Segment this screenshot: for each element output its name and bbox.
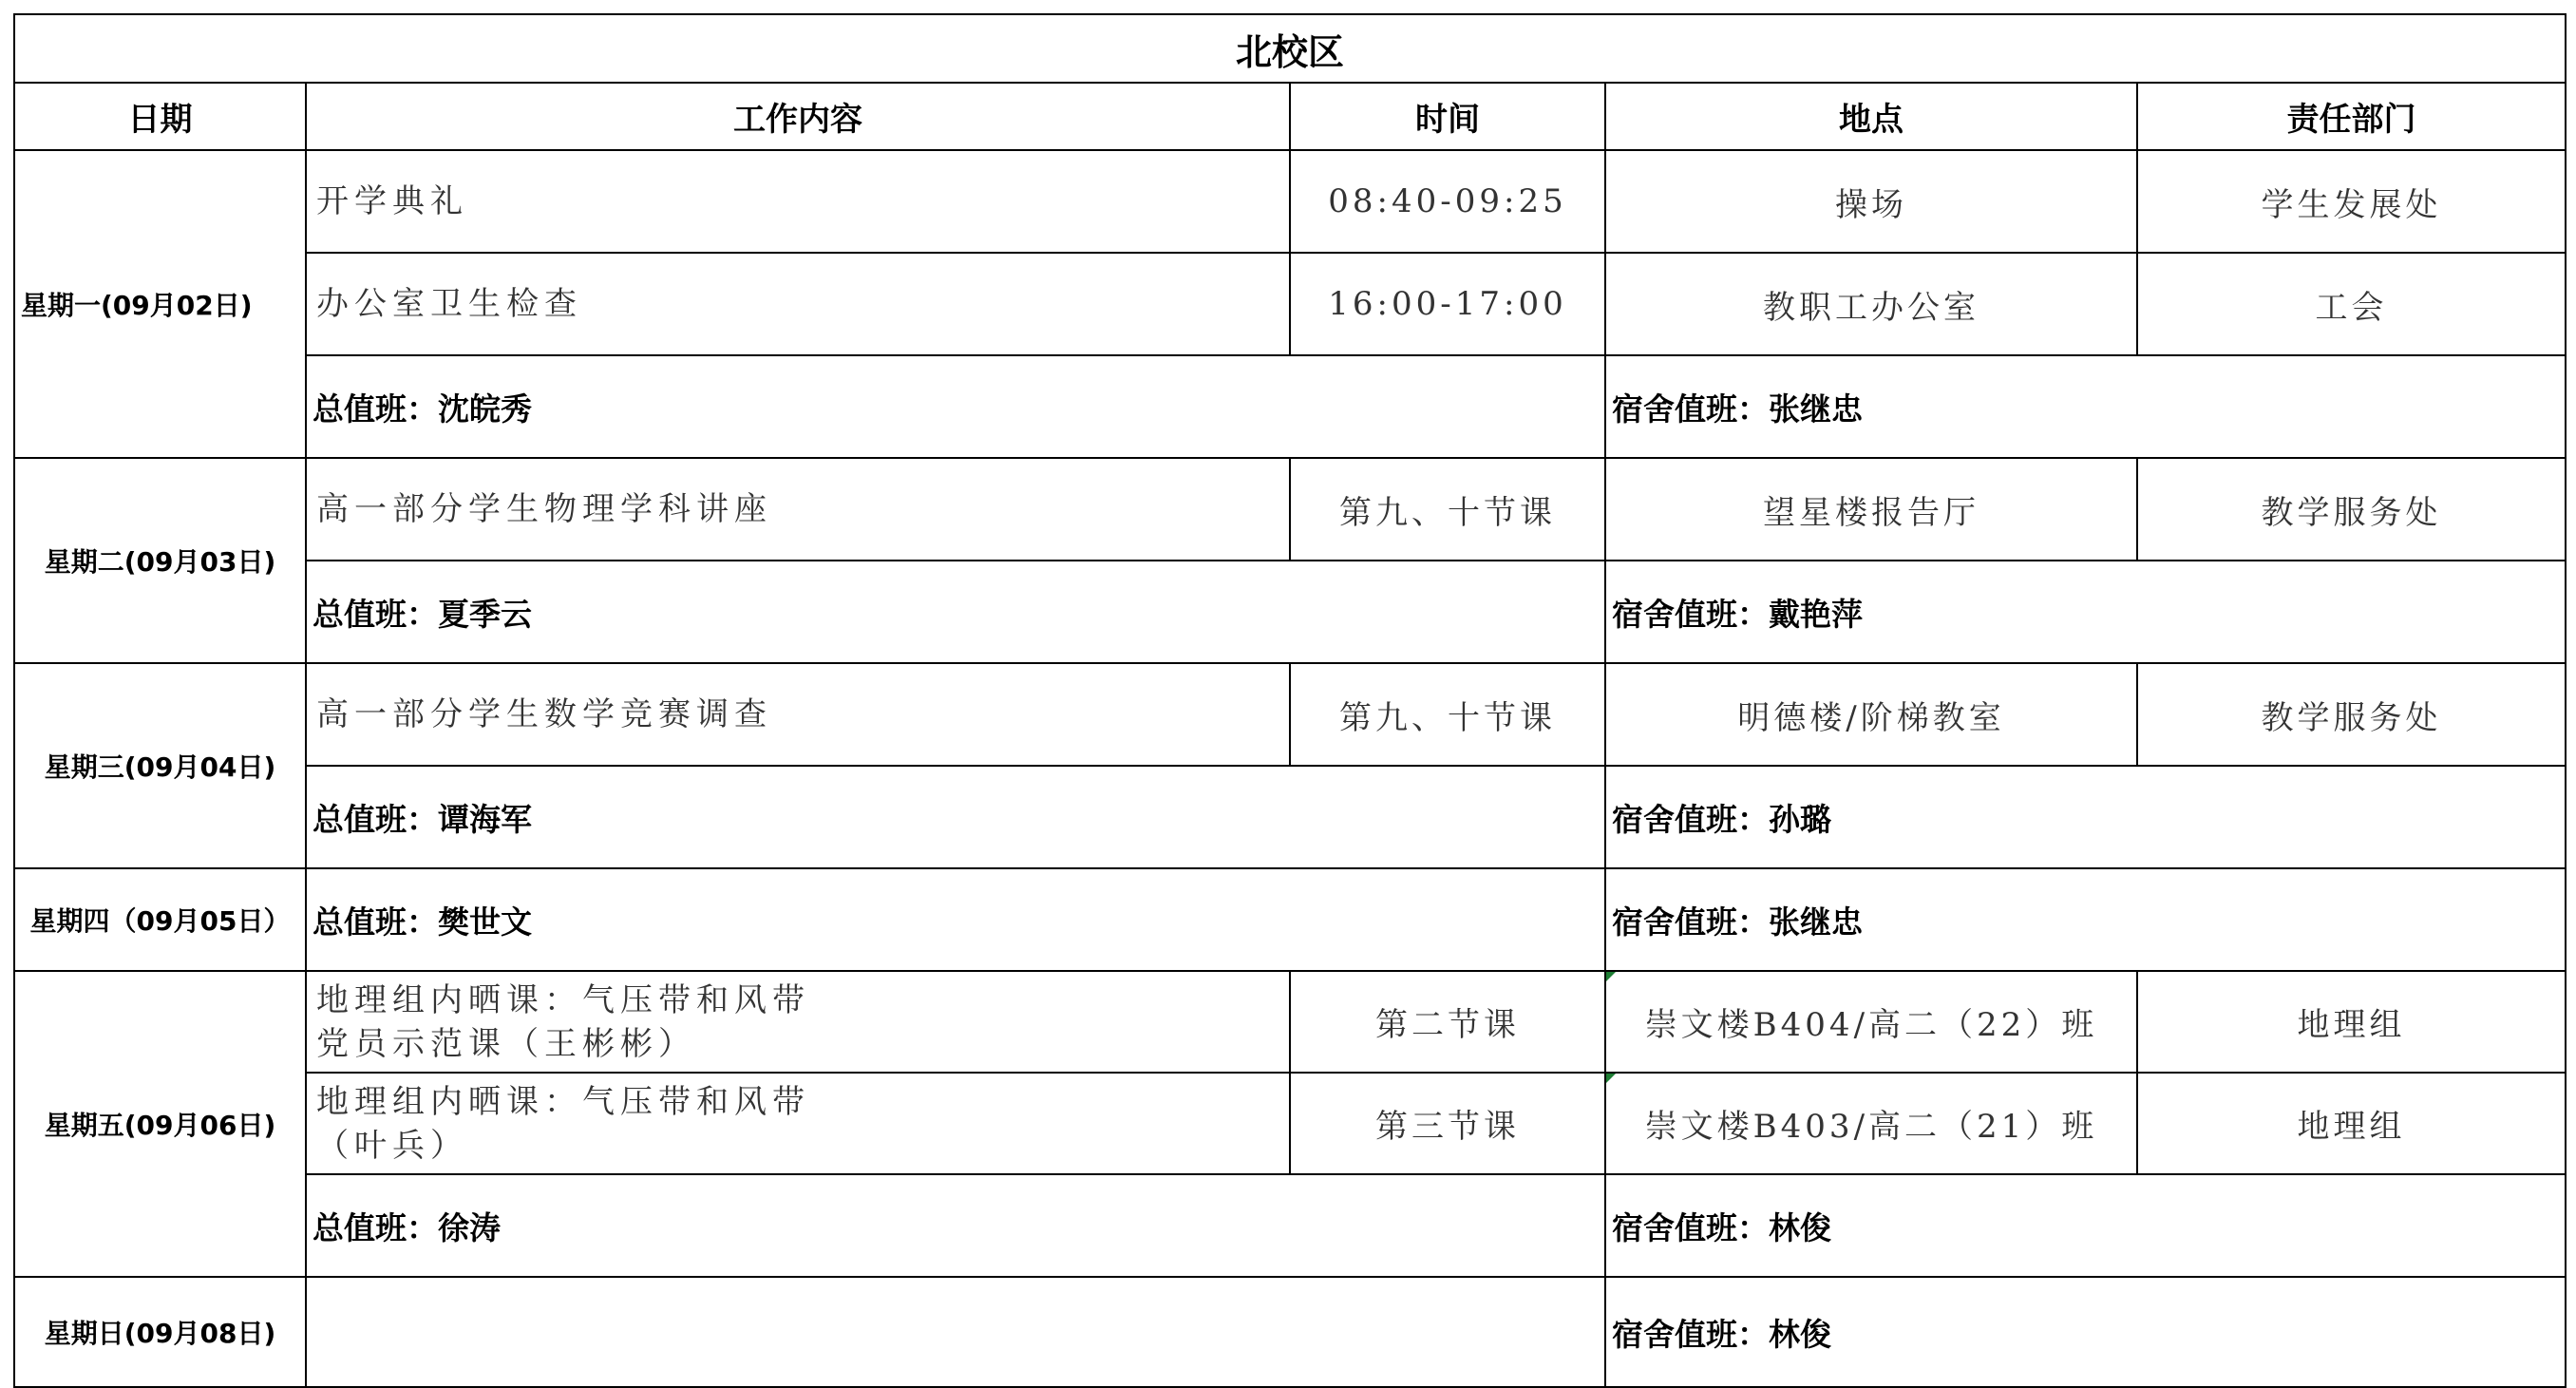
task-content bbox=[306, 971, 1290, 1073]
table-row bbox=[14, 663, 2566, 766]
task-content bbox=[306, 1073, 1290, 1174]
table-row bbox=[14, 458, 2566, 561]
duty-row bbox=[14, 868, 2566, 971]
date-cell-mon: 星期一(09月02日) bbox=[14, 150, 306, 458]
table-row bbox=[14, 253, 2566, 355]
task-dept: 地理组 bbox=[2137, 1073, 2566, 1174]
header-row bbox=[14, 83, 2566, 150]
general-duty: 总值班：沈皖秀 bbox=[306, 355, 1605, 458]
task-content: 开学典礼 bbox=[306, 150, 1290, 253]
task-dept: 地理组 bbox=[2137, 971, 2566, 1073]
task-time: 08:40-09:25 bbox=[1290, 150, 1605, 253]
date-cell-tue: 星期二(09月03日) bbox=[14, 458, 306, 663]
header-date: 日期 bbox=[14, 83, 306, 150]
task-dept: 学生发展处 bbox=[2137, 150, 2566, 253]
general-duty bbox=[306, 1277, 1605, 1387]
task-place: 望星楼报告厅 bbox=[1605, 458, 2137, 561]
date-cell-thu: 星期四（09月05日） bbox=[14, 868, 306, 971]
task-content-line: 地理组内晒课：气压带和风带 bbox=[316, 980, 810, 1019]
dorm-duty: 宿舍值班：孙璐 bbox=[1605, 766, 2566, 868]
header-content: 工作内容 bbox=[306, 83, 1290, 150]
duty-row bbox=[14, 1277, 2566, 1387]
task-place: 崇文楼B403/高二（21）班 bbox=[1605, 1073, 2137, 1174]
task-time: 第九、十节课 bbox=[1290, 663, 1605, 766]
date-cell-sun: 星期日(09月08日) bbox=[14, 1277, 306, 1387]
task-place: 操场 bbox=[1605, 150, 2137, 253]
general-duty: 总值班：谭海军 bbox=[306, 766, 1605, 868]
task-dept: 教学服务处 bbox=[2137, 663, 2566, 766]
table-title: 北校区 bbox=[14, 14, 2566, 83]
date-cell-wed: 星期三(09月04日) bbox=[14, 663, 306, 868]
task-dept: 工会 bbox=[2137, 253, 2566, 355]
header-time: 时间 bbox=[1290, 83, 1605, 150]
dorm-duty: 宿舍值班：戴艳萍 bbox=[1605, 561, 2566, 663]
dorm-duty: 宿舍值班：张继忠 bbox=[1605, 355, 2566, 458]
duty-row bbox=[14, 766, 2566, 868]
dorm-duty: 宿舍值班：张继忠 bbox=[1605, 868, 2566, 971]
task-time: 第二节课 bbox=[1290, 971, 1605, 1073]
duty-row bbox=[14, 561, 2566, 663]
task-content: 高一部分学生数学竞赛调查 bbox=[306, 663, 1290, 766]
duty-row bbox=[14, 355, 2566, 458]
task-place: 教职工办公室 bbox=[1605, 253, 2137, 355]
table-row bbox=[14, 971, 2566, 1073]
task-content: 办公室卫生检查 bbox=[306, 253, 1290, 355]
header-dept: 责任部门 bbox=[2137, 83, 2566, 150]
task-content-line: 党员示范课（王彬彬） bbox=[316, 1024, 696, 1063]
task-time: 第三节课 bbox=[1290, 1073, 1605, 1174]
schedule-table bbox=[13, 13, 2567, 1388]
task-place: 明德楼/阶梯教室 bbox=[1605, 663, 2137, 766]
general-duty: 总值班：夏季云 bbox=[306, 561, 1605, 663]
general-duty: 总值班：樊世文 bbox=[306, 868, 1605, 971]
task-dept: 教学服务处 bbox=[2137, 458, 2566, 561]
task-content: 高一部分学生物理学科讲座 bbox=[306, 458, 1290, 561]
header-place: 地点 bbox=[1605, 83, 2137, 150]
dorm-duty: 宿舍值班：林俊 bbox=[1605, 1174, 2566, 1277]
table-row bbox=[14, 150, 2566, 253]
task-time: 16:00-17:00 bbox=[1290, 253, 1605, 355]
task-content-line: 地理组内晒课：气压带和风带 bbox=[316, 1082, 810, 1121]
general-duty: 总值班：徐涛 bbox=[306, 1174, 1605, 1277]
dorm-duty: 宿舍值班：林俊 bbox=[1605, 1277, 2566, 1387]
duty-row bbox=[14, 1174, 2566, 1277]
schedule-sheet bbox=[13, 13, 2567, 1388]
task-place: 崇文楼B404/高二（22）班 bbox=[1605, 971, 2137, 1073]
task-time: 第九、十节课 bbox=[1290, 458, 1605, 561]
table-row bbox=[14, 1073, 2566, 1174]
task-content-line: （叶兵） bbox=[316, 1126, 468, 1165]
date-cell-fri: 星期五(09月06日) bbox=[14, 971, 306, 1277]
